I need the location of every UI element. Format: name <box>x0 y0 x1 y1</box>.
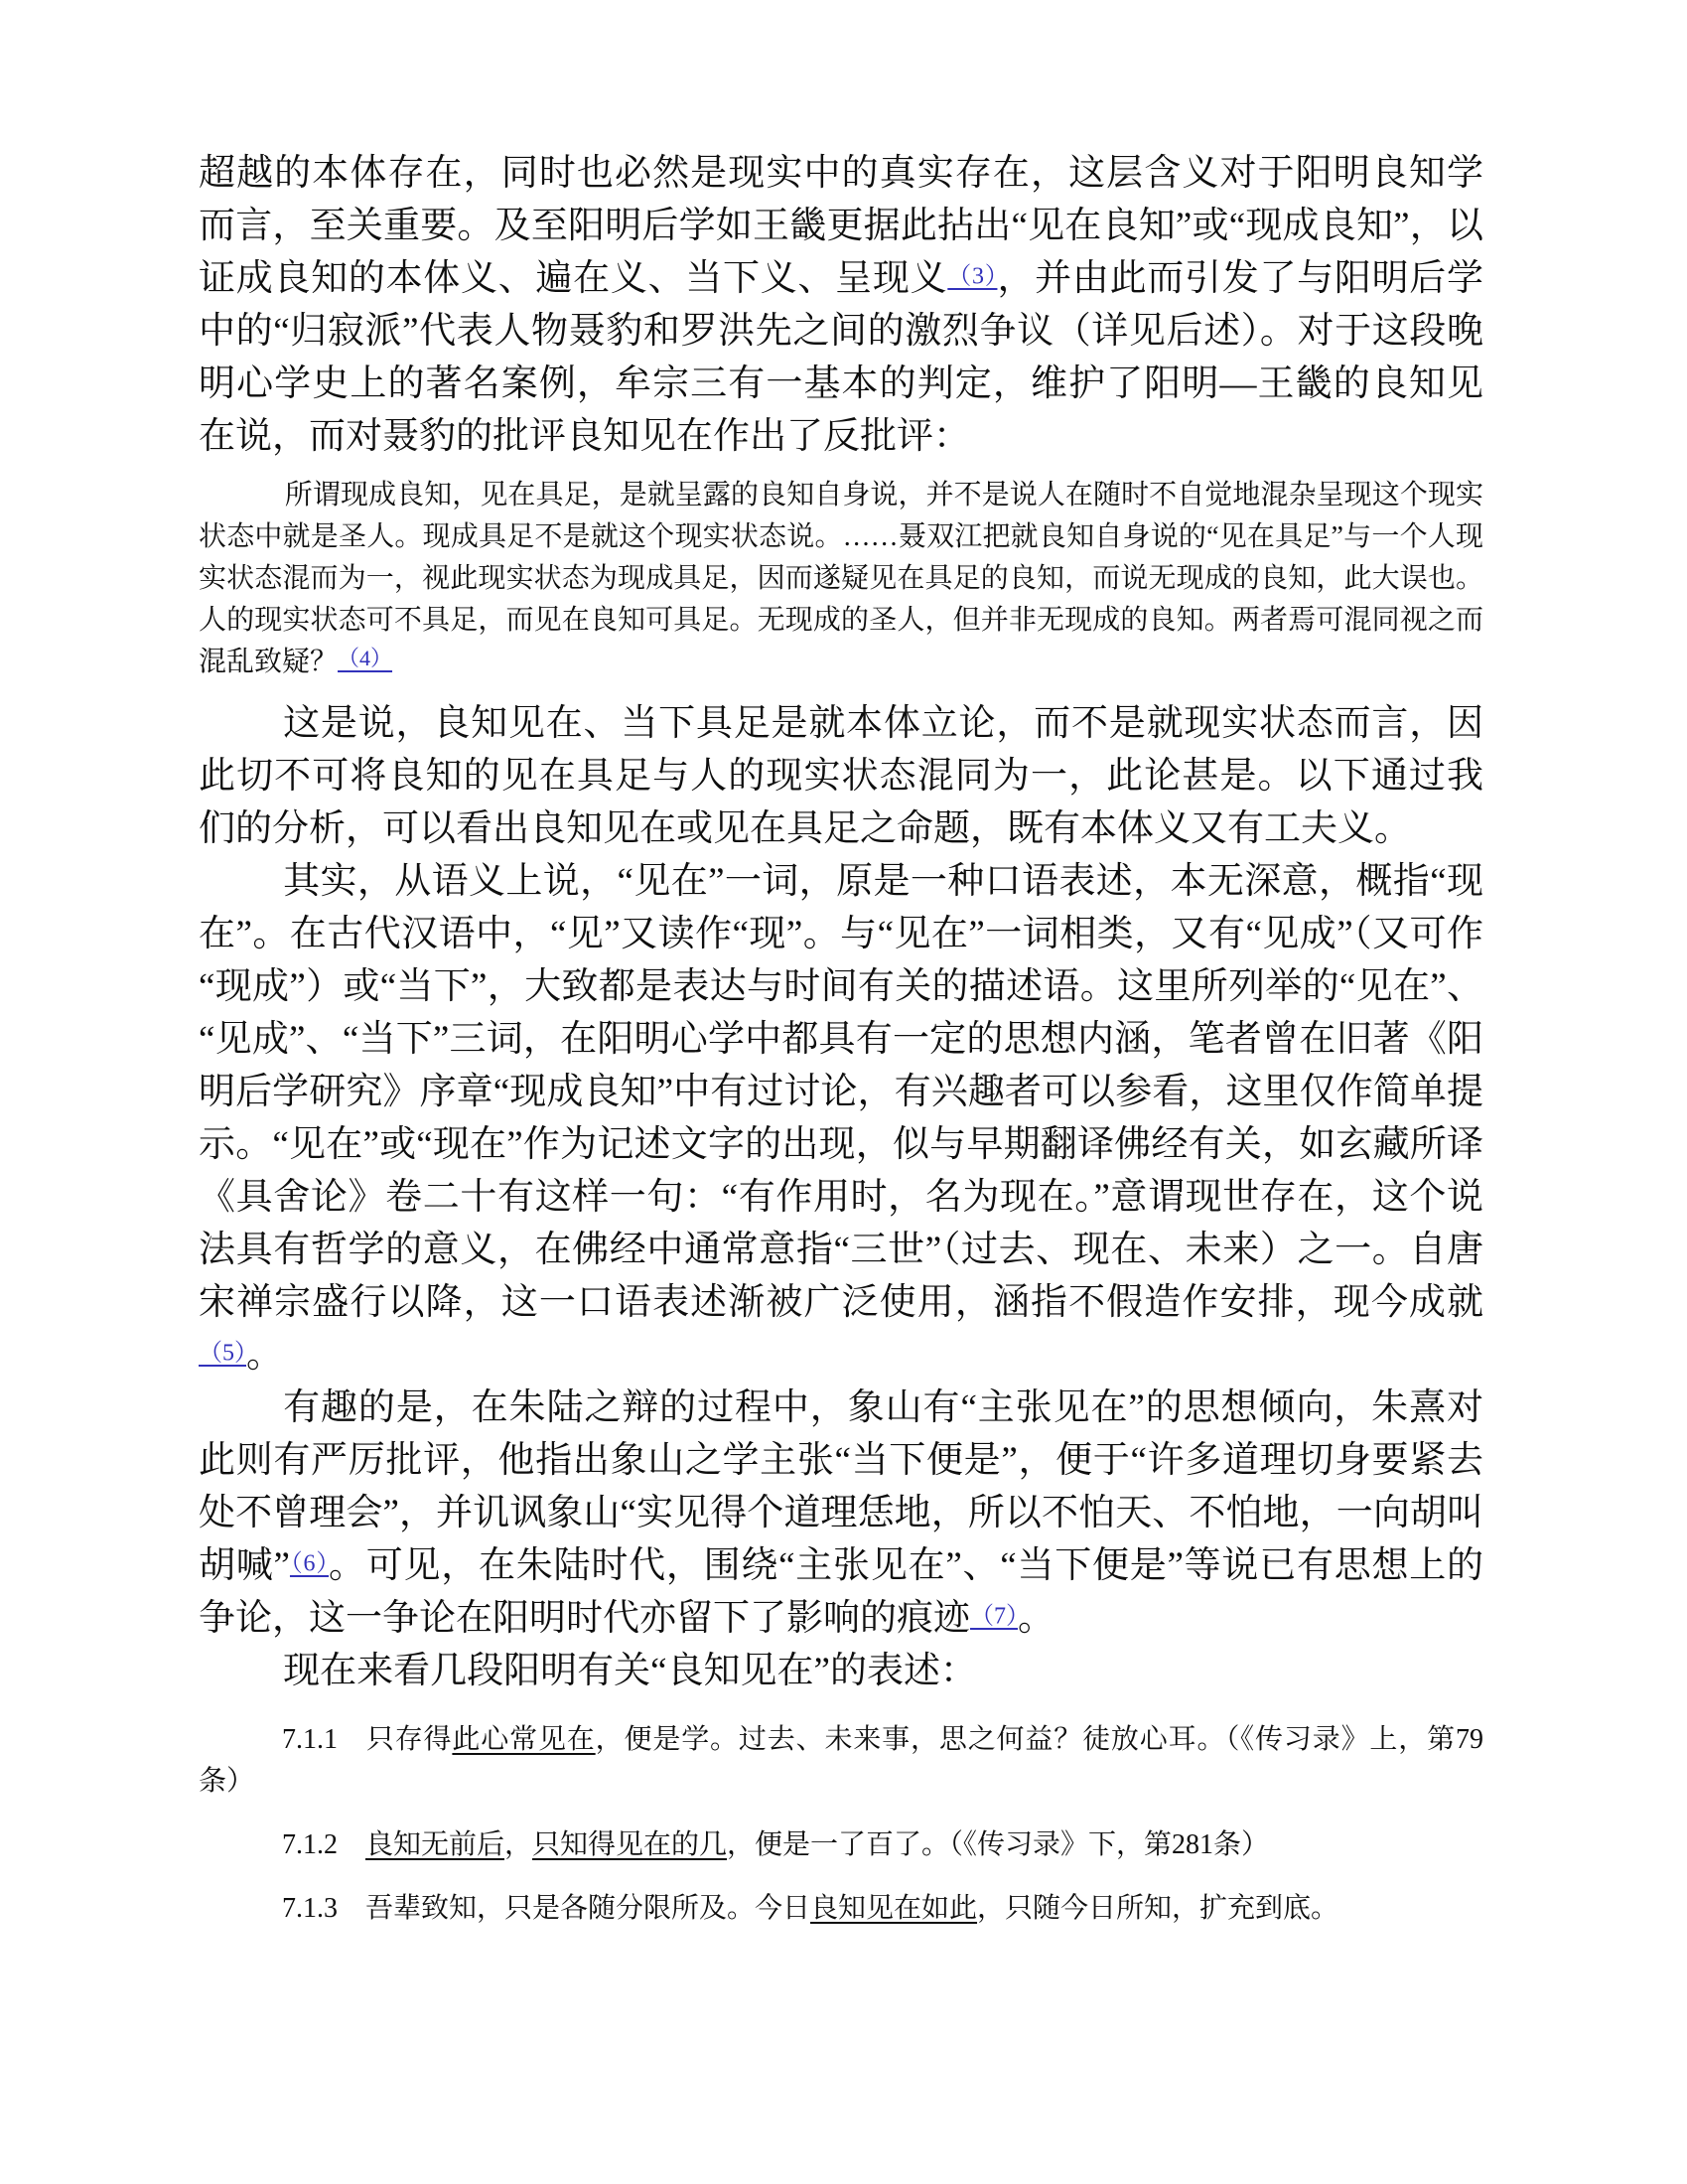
text-run: 。 <box>1018 1598 1054 1639</box>
text-run: 现在来看几段阳明有关“良知见在”的表述： <box>283 1651 977 1691</box>
list-item <box>199 1719 1483 1803</box>
underlined-phrase: 良知见在如此 <box>810 1893 978 1924</box>
text-run: 吾辈致知，只是各随分限所及。今日 <box>365 1893 811 1924</box>
text-run: 。 <box>246 1335 283 1376</box>
text-run: ，并由此而引发了与阳明后学中的“归寂派”代表人物聂豹和罗洪先之间的激烈争议（详见后述）。对于这段晚明心学史上的著名案例，牟宗三有一基本的判定，维护了阳明—王畿的良知见在说，而对聂豹的批评良知见在作出了反批评： <box>199 258 1484 457</box>
text-run: 有趣的是，在朱陆之辩的过程中，象山有“主张见在”的思想倾向，朱熹对此则有严厉批评，他指出象山之学主张“当下便是”，便于“许多道理切身要紧去处不曾理会”，并讥讽象山“实见得个道理恁地，所以不怕天、不怕地，一向胡叫胡喊” <box>199 1387 1483 1586</box>
document-page <box>199 147 1483 1930</box>
list-item <box>199 1824 1483 1866</box>
text-run: 这是说，良知见在、当下具足是就本体立论，而不是就现实状态而言，因此切不可将良知的见在具足与人的现实状态混同为一，此论甚是。以下通过我们的分析，可以看出良知见在或见在具足之命题，既有本体义又有工夫义。 <box>199 703 1483 849</box>
underlined-phrase: 此心常见在 <box>452 1724 596 1755</box>
paragraph <box>199 855 1483 1382</box>
paragraph <box>199 147 1483 463</box>
item-number: 7.1.2 <box>282 1829 338 1860</box>
footnote-ref[interactable]: （4） <box>338 646 393 671</box>
text-run: ， <box>504 1829 533 1860</box>
text-run: 超越的本体存在，同时也必然是现实中的真实存在，这层含义对于阳明良知学而言，至关重要。及至阳明后学如王畿更据此拈出“见在良知”或“现成良知”，以证成良知的本体义、遍在义、当下义、呈现义 <box>199 153 1483 299</box>
paragraph <box>199 697 1483 855</box>
text-run: 。可见，在朱陆时代，围绕“主张见在”、“当下便是”等说已有思想上的争论，这一争论在阳明时代亦留下了影响的痕迹 <box>199 1545 1483 1639</box>
footnote-ref[interactable]: （7） <box>970 1603 1018 1630</box>
paragraph <box>199 1645 1483 1697</box>
text-run: ，便是一了百了。（《传习录》下，第281条） <box>727 1829 1270 1860</box>
item-number: 7.1.1 <box>282 1724 338 1755</box>
text-run: ，只随今日所知，扩充到底。 <box>977 1893 1339 1924</box>
paragraph <box>199 1382 1483 1645</box>
list-item <box>199 1888 1483 1930</box>
footnote-ref[interactable]: （6） <box>289 1550 329 1577</box>
underlined-phrase: 良知无前后 <box>365 1829 505 1860</box>
text-run: 所谓现成良知，见在具足，是就呈露的良知自身说，并不是说人在随时不自觉地混杂呈现这个现实状态中就是圣人。现成具足不是就这个现实状态说。……聂双江把就良知自身说的“见在具足”与一个人现实状态混而为一，视此现实状态为现成具足，因而遂疑见在具足的良知，而说无现成的良知，此大误也。人的现实状态可不具足，而见在良知可具足。无现成的圣人，但并非无现成的良知。两者焉可混同视之而混乱致疑？ <box>199 480 1483 677</box>
footnote-ref[interactable]: （3） <box>947 263 998 290</box>
underlined-phrase: 只知得见在的几 <box>532 1829 728 1860</box>
item-number: 7.1.3 <box>282 1893 338 1924</box>
text-run: ，便是学。过去、未来事，思之何益？徒放心耳。（《传习录》上，第79条） <box>199 1724 1483 1797</box>
footnote-ref[interactable]: （5） <box>199 1340 246 1367</box>
text-run: 只存得 <box>365 1724 453 1755</box>
text-run: 其实，从语义上说，“见在”一词，原是一种口语表述，本无深意，概指“现在”。在古代汉语中，“见”又读作“现”。与“见在”一词相类，又有“见成”（又可作“现成”）或“当下”，大致都是表达与时间有关的描述语。这里所列举的“见在”、“见成”、“当下”三词，在阳明心学中都具有一定的思想内涵，笔者曾在旧著《阳明后学研究》序章“现成良知”中有过讨论，有兴趣者可以参看，这里仅作简单提示。“见在”或“现在”作为记述文字的出现，似与早期翻译佛经有关，如玄藏所译《具舍论》卷二十有这样一句：“有作用时，名为现在。”意谓现世存在，这个说法具有哲学的意义，在佛经中通常意指“三世”（过去、现在、未来）之一。自唐宋禅宗盛行以降，这一口语表述渐被广泛使用，涵指不假造作安排，现今成就 <box>199 861 1483 1323</box>
block-quote <box>199 475 1483 683</box>
